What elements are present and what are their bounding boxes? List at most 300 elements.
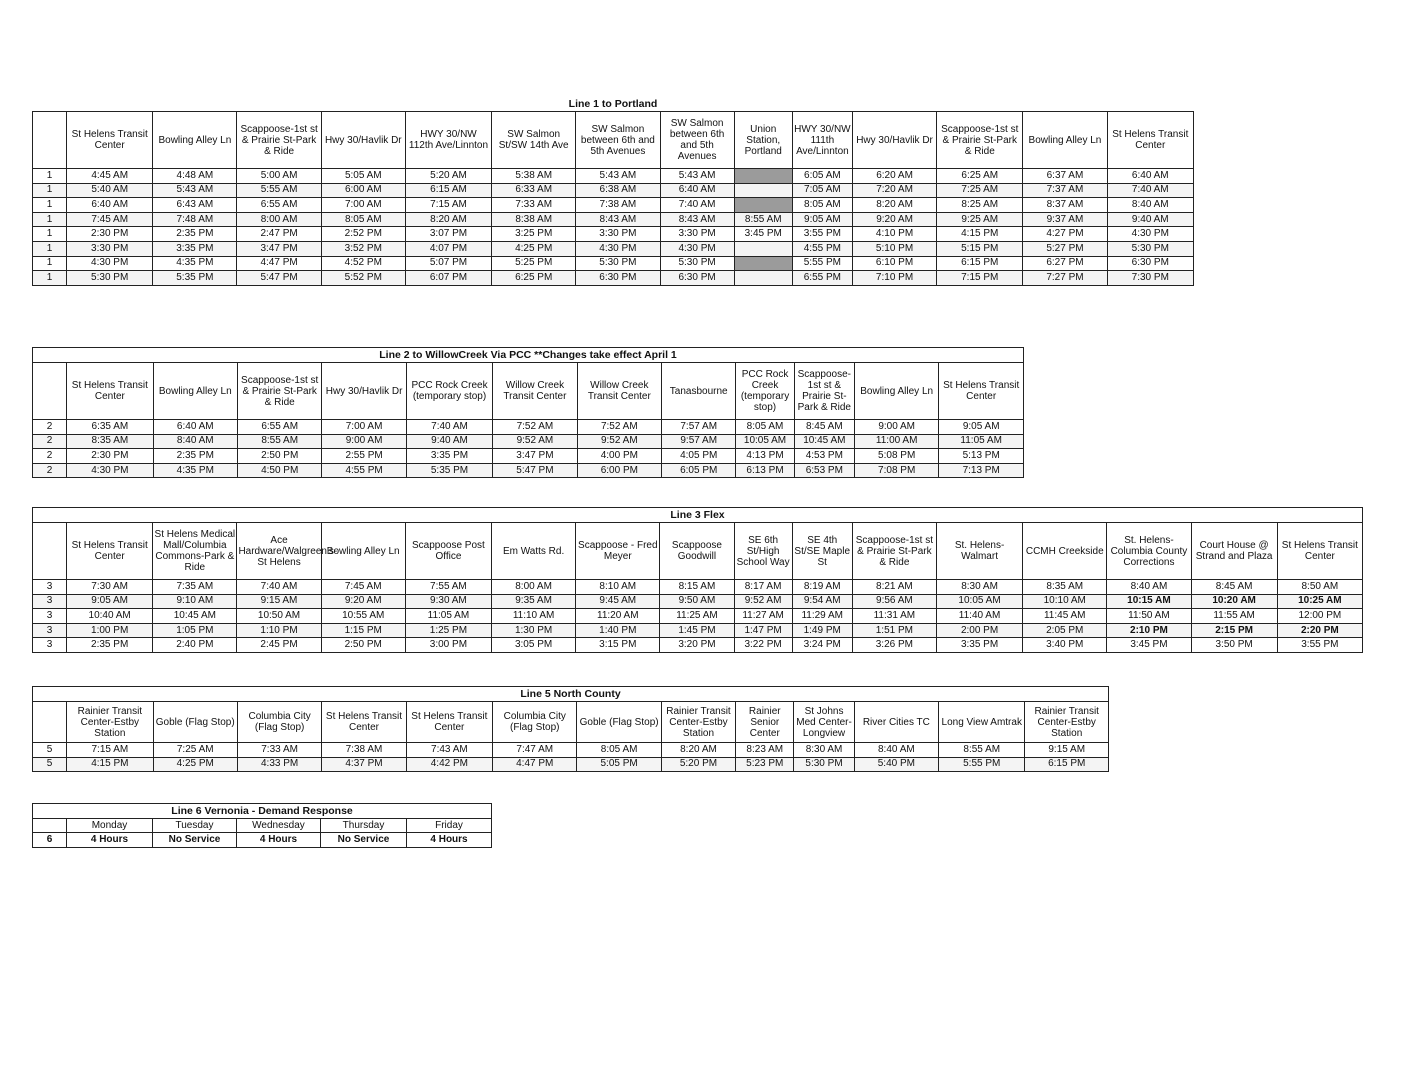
time-cell [734,198,792,213]
time-cell: 5:30 PM [794,757,854,772]
time-cell: 2:47 PM [237,227,321,242]
line3-header-row [33,523,1363,580]
line-number-cell: 3 [33,609,67,624]
time-cell: 9:20 AM [852,212,936,227]
time-cell: 5:55 PM [792,256,852,271]
time-cell: 8:55 AM [939,743,1025,758]
stop-header: PCC Rock Creek (temporary stop) [736,363,794,420]
time-cell: 7:38 AM [322,743,406,758]
time-cell: 7:33 AM [237,743,321,758]
time-cell: 2:35 PM [67,638,153,653]
table-row [33,609,1363,624]
time-cell: 6:05 AM [792,169,852,184]
stop-header: HWY 30/NW 111th Ave/Linnton [792,112,852,169]
time-cell: 8:17 AM [734,580,792,595]
time-cell: 8:45 AM [794,420,854,435]
time-cell: 4:35 PM [153,463,237,478]
time-cell: 4:55 PM [322,463,406,478]
time-cell: 4:47 PM [493,757,577,772]
stop-header: Bowling Alley Ln [153,112,237,169]
time-cell: 6:38 AM [576,183,660,198]
time-cell: 4:35 PM [153,256,237,271]
time-cell: 4:33 PM [237,757,321,772]
stop-header: Hwy 30/Havlik Dr [852,112,936,169]
time-cell: 8:00 AM [492,580,576,595]
time-cell: 2:50 PM [237,449,321,464]
time-cell: 4:30 PM [67,256,153,271]
time-cell: 8:20 AM [852,198,936,213]
stop-header: St Helens Transit Center [406,702,492,743]
time-cell: 8:40 AM [1107,198,1193,213]
time-cell: 6:55 PM [792,271,852,286]
stop-header: Rainier Transit Center-Estby Station [1025,702,1109,743]
stop-header [33,702,67,743]
time-cell: 9:45 AM [576,594,660,609]
stop-header: St Helens Medical Mall/Columbia Commons-Park & Ride [153,523,237,580]
time-cell: 7:35 AM [153,580,237,595]
time-cell: 4:13 PM [736,449,794,464]
time-cell: 5:10 PM [852,241,936,256]
time-cell: 9:56 AM [852,594,936,609]
time-cell: 5:07 PM [405,256,491,271]
time-cell: 9:15 AM [237,594,321,609]
time-cell: 3:05 PM [492,638,576,653]
line-5-body [33,702,1109,772]
time-cell: 3:07 PM [405,227,491,242]
line6-header-row [33,819,492,833]
time-cell: 7:57 AM [662,420,736,435]
time-cell: 5:38 AM [492,169,576,184]
time-cell: 7:25 AM [937,183,1023,198]
stop-header: St Johns Med Center-Longview [794,702,854,743]
time-cell: 3:15 PM [576,638,660,653]
line-number-cell: 1 [33,227,67,242]
time-cell: 7:08 PM [854,463,938,478]
time-cell: 3:30 PM [67,241,153,256]
time-cell: 4:25 PM [492,241,576,256]
time-cell: 11:05 AM [405,609,491,624]
time-cell: 8:37 AM [1023,198,1107,213]
time-cell: 4:47 PM [237,256,321,271]
time-cell: 3:35 PM [406,449,492,464]
table-row [33,241,1194,256]
time-cell: 2:10 PM [1107,623,1191,638]
stop-header: Willow Creek Transit Center [493,363,577,420]
time-cell: No Service [321,833,407,848]
time-cell: 9:05 AM [792,212,852,227]
time-cell: 8:55 AM [734,212,792,227]
time-cell: 5:43 AM [576,169,660,184]
time-cell: 7:20 AM [852,183,936,198]
table-row [33,594,1363,609]
time-cell: 4:52 PM [321,256,405,271]
time-cell: 6:30 PM [576,271,660,286]
time-cell: 8:35 AM [67,434,153,449]
line-number-cell: 3 [33,580,67,595]
stop-header [33,819,67,833]
time-cell: 9:35 AM [492,594,576,609]
time-cell: 5:00 AM [237,169,321,184]
time-cell: 5:55 AM [237,183,321,198]
time-cell: 1:05 PM [153,623,237,638]
time-cell: 5:15 PM [937,241,1023,256]
time-cell: 6:00 AM [321,183,405,198]
time-cell: 6:40 AM [67,198,153,213]
time-cell: 7:47 AM [493,743,577,758]
time-cell: 7:40 AM [1107,183,1193,198]
time-cell [734,256,792,271]
time-cell: 5:30 PM [67,271,153,286]
time-cell: 10:55 AM [321,609,405,624]
time-cell [734,169,792,184]
time-cell: 10:50 AM [237,609,321,624]
time-cell: 8:43 AM [660,212,734,227]
line-number-cell: 6 [33,833,67,848]
time-cell: 5:30 PM [660,256,734,271]
time-cell: 7:15 AM [67,743,153,758]
time-cell: 5:30 PM [1107,241,1193,256]
line-number-cell: 5 [33,757,67,772]
stop-header: St Helens Transit Center [1277,523,1362,580]
time-cell: 3:20 PM [660,638,734,653]
time-cell: 5:30 PM [576,256,660,271]
stop-header: CCMH Creekside [1023,523,1107,580]
time-cell: 3:30 PM [660,227,734,242]
line-1-title: Line 1 to Portland [568,98,658,110]
time-cell: 4:25 PM [153,757,237,772]
time-cell: 2:20 PM [1277,623,1362,638]
time-cell: 6:37 AM [1023,169,1107,184]
time-cell: 8:05 AM [736,420,794,435]
time-cell: 3:45 PM [1107,638,1191,653]
time-cell: 12:00 PM [1277,609,1362,624]
time-cell: 9:37 AM [1023,212,1107,227]
time-cell: 7:13 PM [939,463,1024,478]
table-row [33,757,1109,772]
line5-header-row [33,702,1109,743]
time-cell: 5:08 PM [854,449,938,464]
stop-header: St. Helens-Columbia County Corrections [1107,523,1191,580]
time-cell: 1:49 PM [792,623,852,638]
time-cell: 9:25 AM [937,212,1023,227]
stop-header: Monday [67,819,153,833]
time-cell: 6:30 PM [1107,256,1193,271]
time-cell: 4:30 PM [660,241,734,256]
time-cell: 9:05 AM [67,594,153,609]
table-row [33,256,1194,271]
stop-header: River Cities TC [854,702,938,743]
time-cell: 5:35 PM [406,463,492,478]
time-cell: 6:40 AM [153,420,237,435]
time-cell: 1:25 PM [405,623,491,638]
time-cell: 3:45 PM [734,227,792,242]
time-cell: 6:10 PM [852,256,936,271]
stop-header: Scappoose-1st st & Prairie St-Park & Ride [852,523,936,580]
line-1-table [32,97,1194,286]
time-cell: 4:27 PM [1023,227,1107,242]
line-number-cell: 1 [33,183,67,198]
time-cell: 4:15 PM [67,757,153,772]
stop-header: Bowling Alley Ln [854,363,938,420]
time-cell: 11:29 AM [792,609,852,624]
time-cell [734,241,792,256]
table-row [33,623,1363,638]
table-row [33,449,1024,464]
time-cell: 9:00 AM [322,434,406,449]
time-cell: 1:45 PM [660,623,734,638]
time-cell: 3:22 PM [734,638,792,653]
stop-header: Willow Creek Transit Center [577,363,661,420]
time-cell: 6:53 PM [794,463,854,478]
time-cell: 7:52 AM [493,420,577,435]
time-cell: 5:23 PM [736,757,794,772]
stop-header: Tuesday [153,819,237,833]
time-cell: 2:30 PM [67,227,153,242]
table-row [33,212,1194,227]
time-cell: 4:07 PM [405,241,491,256]
stop-header: St Helens Transit Center [67,363,153,420]
time-cell: 2:35 PM [153,227,237,242]
stop-header: Long View Amtrak [939,702,1025,743]
line-number-cell: 3 [33,623,67,638]
time-cell: 4:30 PM [576,241,660,256]
time-cell: 8:23 AM [736,743,794,758]
time-cell: 3:00 PM [405,638,491,653]
time-cell: 2:50 PM [321,638,405,653]
line-number-cell: 3 [33,594,67,609]
time-cell: 6:25 AM [937,169,1023,184]
time-cell: 8:45 AM [1191,580,1277,595]
stop-header: Scappoose-1st st & Prairie St-Park & Ride [794,363,854,420]
time-cell: 6:15 PM [1025,757,1109,772]
time-cell: 4:00 PM [577,449,661,464]
time-cell: 1:47 PM [734,623,792,638]
time-cell: 8:05 AM [792,198,852,213]
stop-header: SE 6th St/High School Way [734,523,792,580]
time-cell: 7:30 AM [67,580,153,595]
time-cell: 11:55 AM [1191,609,1277,624]
time-cell: 3:47 PM [493,449,577,464]
time-cell: 10:45 AM [794,434,854,449]
time-cell: 8:30 AM [794,743,854,758]
stop-header: SW Salmon between 6th and 5th Avenues [660,112,734,169]
table-row [33,638,1363,653]
line-1-body [33,112,1194,286]
time-cell: 5:43 AM [153,183,237,198]
stop-header: Bowling Alley Ln [321,523,405,580]
time-cell: 5:05 PM [577,757,661,772]
time-cell: 7:30 PM [1107,271,1193,286]
line-5-table [32,686,1109,772]
line-number-cell: 1 [33,256,67,271]
time-cell: 11:31 AM [852,609,936,624]
time-cell: 5:25 PM [492,256,576,271]
line-number-cell: 1 [33,212,67,227]
time-cell: 7:33 AM [492,198,576,213]
time-cell: 11:00 AM [854,434,938,449]
time-cell: 9:00 AM [854,420,938,435]
time-cell: 6:07 PM [405,271,491,286]
time-cell: 9:50 AM [660,594,734,609]
time-cell: 11:25 AM [660,609,734,624]
time-cell: 11:05 AM [939,434,1024,449]
time-cell: 4 Hours [237,833,321,848]
time-cell: 7:45 AM [67,212,153,227]
line-6-title: Line 6 Vernonia - Demand Response [33,804,492,819]
time-cell: 11:40 AM [936,609,1022,624]
time-cell: 6:40 AM [660,183,734,198]
time-cell: 3:26 PM [852,638,936,653]
stop-header: Em Watts Rd. [492,523,576,580]
line-number-cell: 2 [33,420,67,435]
time-cell: 4:05 PM [662,449,736,464]
time-cell: 7:40 AM [660,198,734,213]
stop-header: Hwy 30/Havlik Dr [321,112,405,169]
stop-header: Columbia City (Flag Stop) [237,702,321,743]
stop-header [33,112,67,169]
time-cell: 7:10 PM [852,271,936,286]
table-row [33,198,1194,213]
time-cell: 6:35 AM [67,420,153,435]
table-row [33,183,1194,198]
time-cell: 9:54 AM [792,594,852,609]
stop-header: Rainier Senior Center [736,702,794,743]
time-cell: 4:45 AM [67,169,153,184]
time-cell: 3:25 PM [492,227,576,242]
time-cell: 5:20 PM [661,757,735,772]
time-cell: 8:40 AM [854,743,938,758]
time-cell: 9:20 AM [321,594,405,609]
stop-header: St Helens Transit Center [1107,112,1193,169]
time-cell: 5:20 AM [405,169,491,184]
time-cell: 8:20 AM [405,212,491,227]
stop-header: St Helens Transit Center [322,702,406,743]
time-cell: 2:55 PM [322,449,406,464]
line-3-title: Line 3 Flex [33,508,1363,523]
time-cell: 7:40 AM [237,580,321,595]
time-cell: 8:40 AM [1107,580,1191,595]
table-row [33,169,1194,184]
time-cell: 1:30 PM [492,623,576,638]
time-cell: 2:30 PM [67,449,153,464]
time-cell: 8:55 AM [237,434,321,449]
time-cell: 4:10 PM [852,227,936,242]
time-cell: 8:30 AM [936,580,1022,595]
time-cell: 8:21 AM [852,580,936,595]
line-3-table [32,507,1363,653]
time-cell: 7:45 AM [321,580,405,595]
time-cell: 8:05 AM [577,743,661,758]
time-cell [734,183,792,198]
stop-header: Rainier Transit Center-Estby Station [661,702,735,743]
time-cell: 7:38 AM [576,198,660,213]
time-cell [734,271,792,286]
time-cell: 3:50 PM [1191,638,1277,653]
stop-header: Goble (Flag Stop) [153,702,237,743]
time-cell: 7:00 AM [322,420,406,435]
table-row [33,743,1109,758]
time-cell: 8:15 AM [660,580,734,595]
stop-header: Scappoose - Fred Meyer [576,523,660,580]
stop-header: Scappoose Post Office [405,523,491,580]
stop-header: Thursday [321,819,407,833]
time-cell: 3:52 PM [321,241,405,256]
time-cell: 5:27 PM [1023,241,1107,256]
table-row [33,463,1024,478]
time-cell: 8:20 AM [661,743,735,758]
time-cell: 5:35 PM [153,271,237,286]
time-cell: 6:20 AM [852,169,936,184]
time-cell: 10:05 AM [936,594,1022,609]
stop-header: Scappoose-1st st & Prairie St-Park & Ride [937,112,1023,169]
time-cell: 8:43 AM [576,212,660,227]
time-cell: 10:05 AM [736,434,794,449]
time-cell: 9:52 AM [493,434,577,449]
line-number-cell: 1 [33,198,67,213]
line2-header-row [33,363,1024,420]
time-cell: 3:24 PM [792,638,852,653]
stop-header: Tanasbourne [662,363,736,420]
time-cell: 4:42 PM [406,757,492,772]
table-row [33,434,1024,449]
time-cell: 10:45 AM [153,609,237,624]
stop-header: St Helens Transit Center [67,523,153,580]
time-cell: 11:20 AM [576,609,660,624]
time-cell: 3:35 PM [936,638,1022,653]
time-cell: 7:55 AM [405,580,491,595]
time-cell: 3:40 PM [1023,638,1107,653]
line-2-title: Line 2 to WillowCreek Via PCC **Changes take effect April 1 [33,348,1024,363]
stop-header: Union Station, Portland [734,112,792,169]
time-cell: 4:48 AM [153,169,237,184]
time-cell: 6:15 AM [405,183,491,198]
time-cell: 6:05 PM [662,463,736,478]
time-cell: 9:40 AM [406,434,492,449]
time-cell: 8:40 AM [153,434,237,449]
time-cell: 4:30 PM [1107,227,1193,242]
time-cell: 7:40 AM [406,420,492,435]
time-cell: 8:19 AM [792,580,852,595]
time-cell: 5:13 PM [939,449,1024,464]
stop-header: St. Helens-Walmart [936,523,1022,580]
time-cell: 7:37 AM [1023,183,1107,198]
line-number-cell: 1 [33,271,67,286]
line1-header-row [33,112,1194,169]
time-cell: No Service [153,833,237,848]
stop-header: Columbia City (Flag Stop) [493,702,577,743]
stop-header: Scappoose-1st st & Prairie St-Park & Ride [237,363,321,420]
time-cell: 9:05 AM [939,420,1024,435]
line-6-body [33,819,492,848]
time-cell: 10:25 AM [1277,594,1362,609]
time-cell: 2:00 PM [936,623,1022,638]
time-cell: 11:27 AM [734,609,792,624]
time-cell: 8:38 AM [492,212,576,227]
line-number-cell: 2 [33,463,67,478]
time-cell: 5:43 AM [660,169,734,184]
table-row [33,833,492,848]
time-cell: 4 Hours [67,833,153,848]
time-cell: 8:35 AM [1023,580,1107,595]
time-cell: 6:13 PM [736,463,794,478]
line-2-table [32,347,1024,478]
time-cell: 5:40 AM [67,183,153,198]
time-cell: 3:55 PM [792,227,852,242]
time-cell: 5:55 PM [939,757,1025,772]
time-cell: 6:43 AM [153,198,237,213]
time-cell: 10:20 AM [1191,594,1277,609]
time-cell: 6:55 AM [237,420,321,435]
